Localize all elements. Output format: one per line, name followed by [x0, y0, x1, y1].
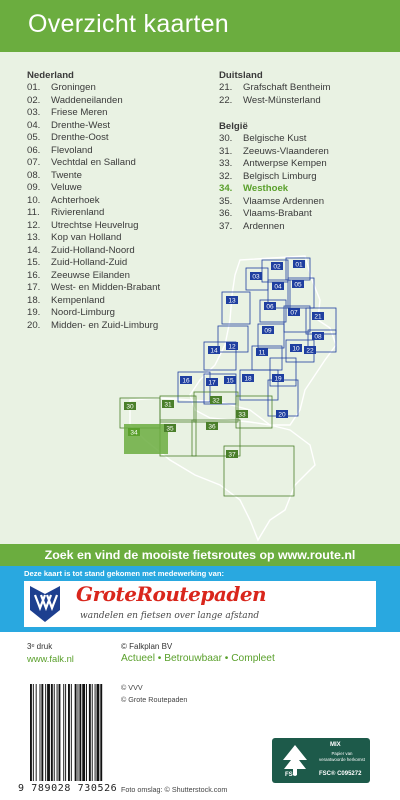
list-item-number: 01. [27, 82, 41, 93]
isbn-number: 9 789028 730526 [18, 783, 118, 794]
list-item-name: Kop van Holland [51, 232, 122, 243]
map-label: 03 [252, 273, 260, 281]
list-item [27, 145, 160, 158]
list-item-name: Flevoland [51, 144, 93, 156]
map-label: 07 [290, 309, 298, 317]
list-item-name: Belgische Kust [243, 133, 307, 144]
map-label: 05 [294, 281, 302, 289]
list-item-name: Zuid-Holland-Noord [51, 244, 135, 256]
list-item-number: 20. [27, 319, 41, 331]
map-label: 14 [210, 347, 218, 355]
list-item [219, 95, 330, 108]
heading-belgie: België [219, 121, 248, 132]
fsc-mix: MIX [330, 742, 341, 748]
list-item-name: Zuid-Holland-Zuid [51, 257, 128, 268]
list-item-number: 18. [27, 294, 41, 306]
partner-note: Deze kaart is tot stand gekomen met medewerking van: [24, 569, 225, 578]
list-item [219, 171, 330, 184]
list-item-name: Vlaamse Ardennen [243, 195, 325, 207]
map-label: 15 [226, 377, 234, 385]
list-item-name: Midden- en Zuid-Limburg [51, 319, 159, 331]
list-item [27, 82, 160, 95]
map-label: 37 [228, 451, 236, 459]
list-item-name: Noord-Limburg [51, 307, 115, 318]
map-label: 04 [274, 283, 282, 291]
list-item [27, 132, 160, 145]
photo-credit: Foto omslag: © Shutterstock.com [121, 785, 228, 794]
list-item [219, 208, 330, 221]
list-item-name: Antwerpse Kempen [243, 158, 327, 169]
overview-map [100, 250, 360, 542]
list-item [219, 196, 330, 209]
edition-block [27, 642, 74, 664]
list-item-name: Friese Meren [51, 107, 108, 118]
list-item-number: 22. [219, 94, 233, 106]
heading-nederland: Nederland [27, 70, 74, 81]
list-item-number: 14. [27, 244, 41, 256]
list-item-number: 12. [27, 219, 41, 231]
map-label: 02 [273, 263, 281, 271]
list-item-name: Vlaams-Brabant [243, 208, 312, 219]
map-label: 01 [295, 261, 303, 269]
list-item-number: 37. [219, 220, 233, 232]
list-item-number: 21. [219, 82, 233, 93]
list-item-name: Achterhoek [51, 194, 100, 206]
map-label: 31 [164, 401, 172, 409]
list-item [219, 183, 330, 196]
list-item-name: Ardennen [243, 220, 285, 232]
map-label: 17 [208, 379, 216, 387]
page-title: Overzicht kaarten [28, 10, 230, 38]
edition-text: 3ᵉ druk [27, 642, 53, 651]
list-item-number: 34. [219, 183, 233, 194]
list-item-number: 05. [27, 132, 41, 143]
list-item-number: 32. [219, 170, 233, 182]
list-item-name: Kempenland [51, 294, 105, 306]
list-item-number: 09. [27, 182, 41, 193]
list-item [219, 133, 330, 146]
map-label: 33 [238, 411, 246, 419]
list-item-number: 10. [27, 194, 41, 206]
list-item-number: 02. [27, 94, 41, 106]
list-item-number: 03. [27, 107, 41, 118]
list-item [219, 146, 330, 159]
heading-duitsland: Duitsland [219, 70, 263, 81]
list-item [27, 170, 160, 183]
list-item-name: Vechtdal en Salland [51, 157, 136, 168]
list-item-name: Utrechtse Heuvelrug [51, 219, 139, 231]
list-item-name: West- en Midden-Brabant [51, 282, 161, 293]
list-item-number: 06. [27, 144, 41, 156]
list-item-number: 35. [219, 195, 233, 207]
map-label: 18 [244, 375, 252, 383]
map-label: 34 [130, 429, 138, 437]
falk-link[interactable]: www.falk.nl [27, 653, 74, 664]
list-item-name: West-Münsterland [243, 94, 321, 106]
map-label: 20 [278, 411, 286, 419]
list-item-number: 30. [219, 133, 233, 144]
list-item-name: Drenthe-West [51, 119, 111, 131]
publisher-block [121, 642, 275, 664]
credits-block [121, 682, 187, 706]
list-item-name: Westhoek [243, 183, 289, 194]
map-label: 32 [212, 397, 220, 405]
map-label: 22 [306, 347, 314, 355]
list-duitsland-belgie [219, 69, 330, 233]
partner-bar [0, 566, 400, 632]
list-item-number: 07. [27, 157, 41, 168]
fsc-badge [272, 738, 370, 783]
list-item [219, 221, 330, 234]
copyright-text: © Falkplan BV [121, 642, 173, 651]
header-banner [0, 0, 400, 52]
list-item-number: 11. [27, 207, 40, 218]
list-item [27, 157, 160, 170]
map-label: 13 [228, 297, 236, 305]
list-item-name: Zeeuwse Eilanden [51, 269, 130, 281]
fsc-text: Papier van verantwoorde herkomst [319, 751, 365, 762]
list-item-name: Waddeneilanden [51, 94, 123, 106]
grote-routepaden-subtitle: wandelen en fietsen over lange afstand [80, 611, 260, 621]
vvv-logo [28, 584, 62, 624]
map-label: 12 [228, 343, 236, 351]
list-item-name: Groningen [51, 82, 96, 93]
map-label: 06 [266, 303, 274, 311]
list-item-number: 31. [219, 145, 233, 157]
tagline-text: Actueel • Betrouwbaar • Compleet [121, 653, 275, 664]
list-item-number: 08. [27, 169, 41, 181]
list-item-name: Rivierenland [51, 207, 105, 218]
map-label: 36 [208, 423, 216, 431]
list-item [219, 82, 330, 95]
list-item-number: 33. [219, 158, 233, 169]
grote-routepaden-logo: GroteRoutepaden [76, 582, 267, 606]
list-item [27, 182, 160, 195]
list-item-number: 15. [27, 257, 41, 268]
partner-logos [24, 581, 376, 627]
map-label: 16 [182, 377, 190, 385]
list-item [219, 158, 330, 171]
map-label: 09 [264, 327, 272, 335]
list-item [27, 195, 160, 208]
list-item-name: Belgisch Limburg [243, 170, 317, 182]
map-label: 10 [292, 345, 300, 353]
map-label: 19 [274, 375, 282, 383]
map-label: 30 [126, 403, 134, 411]
map-label: 35 [166, 425, 174, 433]
credit-grote-routepaden: © Grote Routepaden [121, 695, 188, 704]
promo-bar: Zoek en vind de mooiste fietsroutes op www.route.nl [0, 544, 400, 566]
list-item-name: Twente [51, 169, 82, 181]
list-item [27, 95, 160, 108]
barcode-icon [30, 684, 112, 781]
list-item-name: Zeeuws-Vlaanderen [243, 145, 329, 157]
fsc-code: FSC® C095272 [319, 771, 362, 777]
list-item-number: 19. [27, 307, 41, 318]
list-item [27, 120, 160, 133]
list-item-number: 04. [27, 119, 41, 131]
credit-vvv: © VVV [121, 683, 143, 692]
list-item [27, 207, 160, 220]
list-item-number: 36. [219, 208, 233, 219]
fsc-label: FSC [285, 772, 297, 778]
map-label: 21 [314, 313, 322, 321]
list-item [27, 220, 160, 233]
list-item [27, 232, 160, 245]
list-item-name: Drenthe-Oost [51, 132, 109, 143]
list-item-name: Grafschaft Bentheim [243, 82, 331, 93]
list-item-name: Veluwe [51, 182, 82, 193]
list-item-number: 13. [27, 232, 41, 243]
list-item [27, 107, 160, 120]
list-item-number: 17. [27, 282, 41, 293]
map-label: 08 [314, 333, 322, 341]
list-item-number: 16. [27, 269, 41, 281]
map-label: 11 [258, 349, 266, 357]
